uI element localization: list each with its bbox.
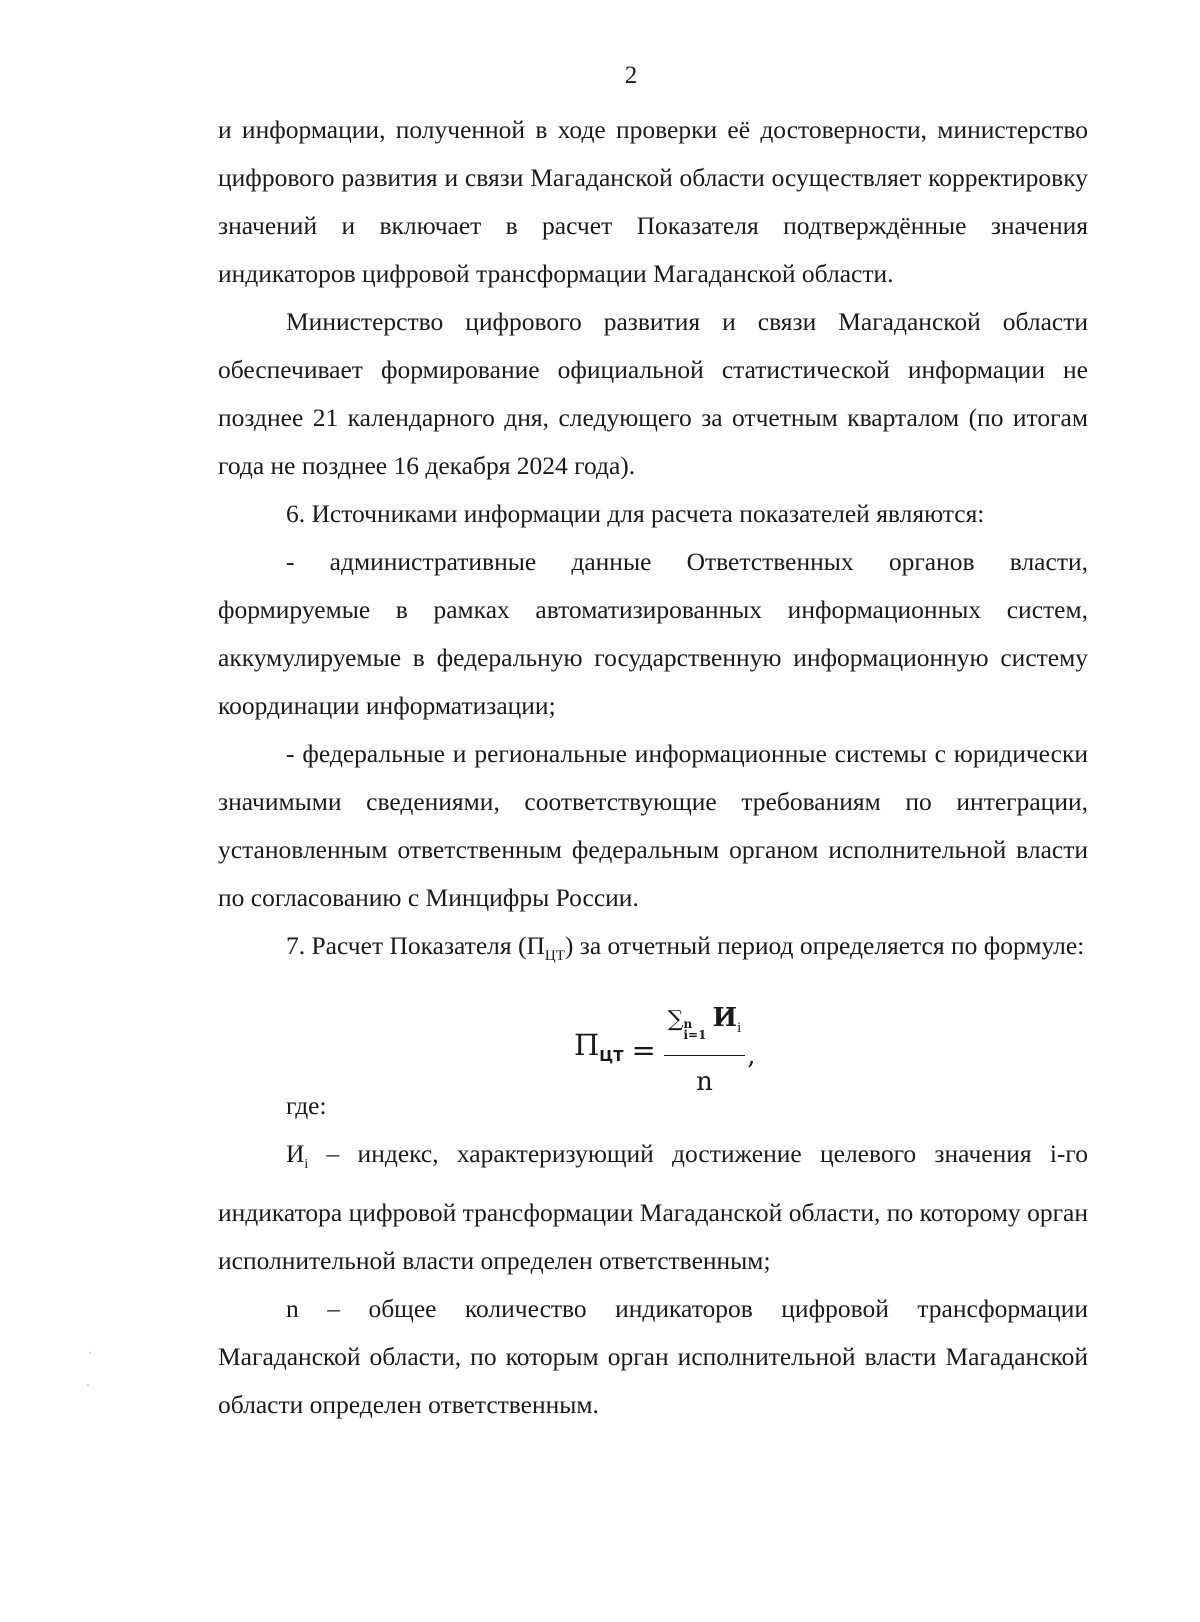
sigma-symbol: ∑ <box>667 1007 684 1033</box>
paragraph-definition-index <box>218 1130 1088 1285</box>
page-number: 2 <box>624 62 638 89</box>
definition-index-symbol: И <box>286 1139 305 1169</box>
definition-index-text: – индекс, характеризующий достижение целевого значения i-го индикатора цифровой трансформации Магаданской области, по которому орган исполнительной власти определен ответственным; <box>218 1139 1088 1276</box>
scan-mark-dot: ˌ <box>88 1340 92 1354</box>
formula <box>574 994 755 1106</box>
sum-upper-limit: n <box>683 1017 693 1032</box>
formula-block <box>218 984 1088 1098</box>
formula-lhs-subscript: ЦТ <box>599 1046 624 1065</box>
formula-lhs-symbol: П <box>574 1027 600 1062</box>
formula-denominator: n <box>696 1067 713 1098</box>
index-variable-symbol: И <box>712 1003 738 1034</box>
formula-comma: , <box>747 1041 756 1072</box>
scan-mark-dot: · <box>86 1378 90 1392</box>
document-body <box>218 106 1088 1429</box>
definition-index-variable <box>286 1139 309 1173</box>
paragraph-source-administrative: - административные данные Ответственных органов власти, формируемые в рамках автоматизированных информационных систем, аккумулируемые в федеральную государственную информационную систему координации информатизации; <box>218 547 1088 720</box>
definition-index-subscript: i <box>304 1157 309 1173</box>
formula-lhs <box>574 1021 623 1080</box>
sum-lower-limit: i=1 <box>683 1028 707 1043</box>
formula-index-variable <box>712 1003 742 1037</box>
paragraph-definition-n: n – общее количество индикаторов цифровой трансформации Магаданской области, по которым орган исполнительной власти Магаданской области определен ответственным. <box>218 1294 1088 1420</box>
formula-equals: = <box>631 1033 656 1068</box>
paragraph-statistics-deadline: Министерство цифрового развития и связи Магаданской области обеспечивает формирование официальной статистической информации не позднее 21 календарного дня, следующего за отчетным кварталом (по итогам года не позднее 16 декабря 2024 года). <box>218 307 1088 480</box>
paragraph-correction: и информации, полученной в ходе проверки её достоверности, министерство цифрового развития и связи Магаданской области осуществляет корректировку значений и включает в расчет Показателя подтверждённые значения индикаторов цифровой трансформации Магаданской области. <box>218 115 1088 288</box>
paragraph-where: где: <box>286 1091 327 1121</box>
index-variable-subscript: i <box>737 1021 742 1037</box>
calc-text-before: 7. Расчет Показателя (П <box>286 931 545 960</box>
calc-text-sub: ЦТ <box>544 948 565 965</box>
formula-numerator <box>664 994 745 1056</box>
paragraph-source-systems: - федеральные и региональные информационные системы с юридически значимыми сведениями, соответствующие требованиям по интеграции, установленным ответственным федеральным органом исполнительной власти по согласованию с Минцифры России. <box>218 739 1088 912</box>
formula-fraction <box>664 994 745 1106</box>
paragraph-calculation <box>218 922 1088 980</box>
calc-text-after: ) за отчетный период определяется по формуле: <box>564 931 1085 960</box>
paragraph-sources-heading: 6. Источниками информации для расчета показателей являются: <box>286 499 985 528</box>
sum-limits <box>683 1019 706 1041</box>
